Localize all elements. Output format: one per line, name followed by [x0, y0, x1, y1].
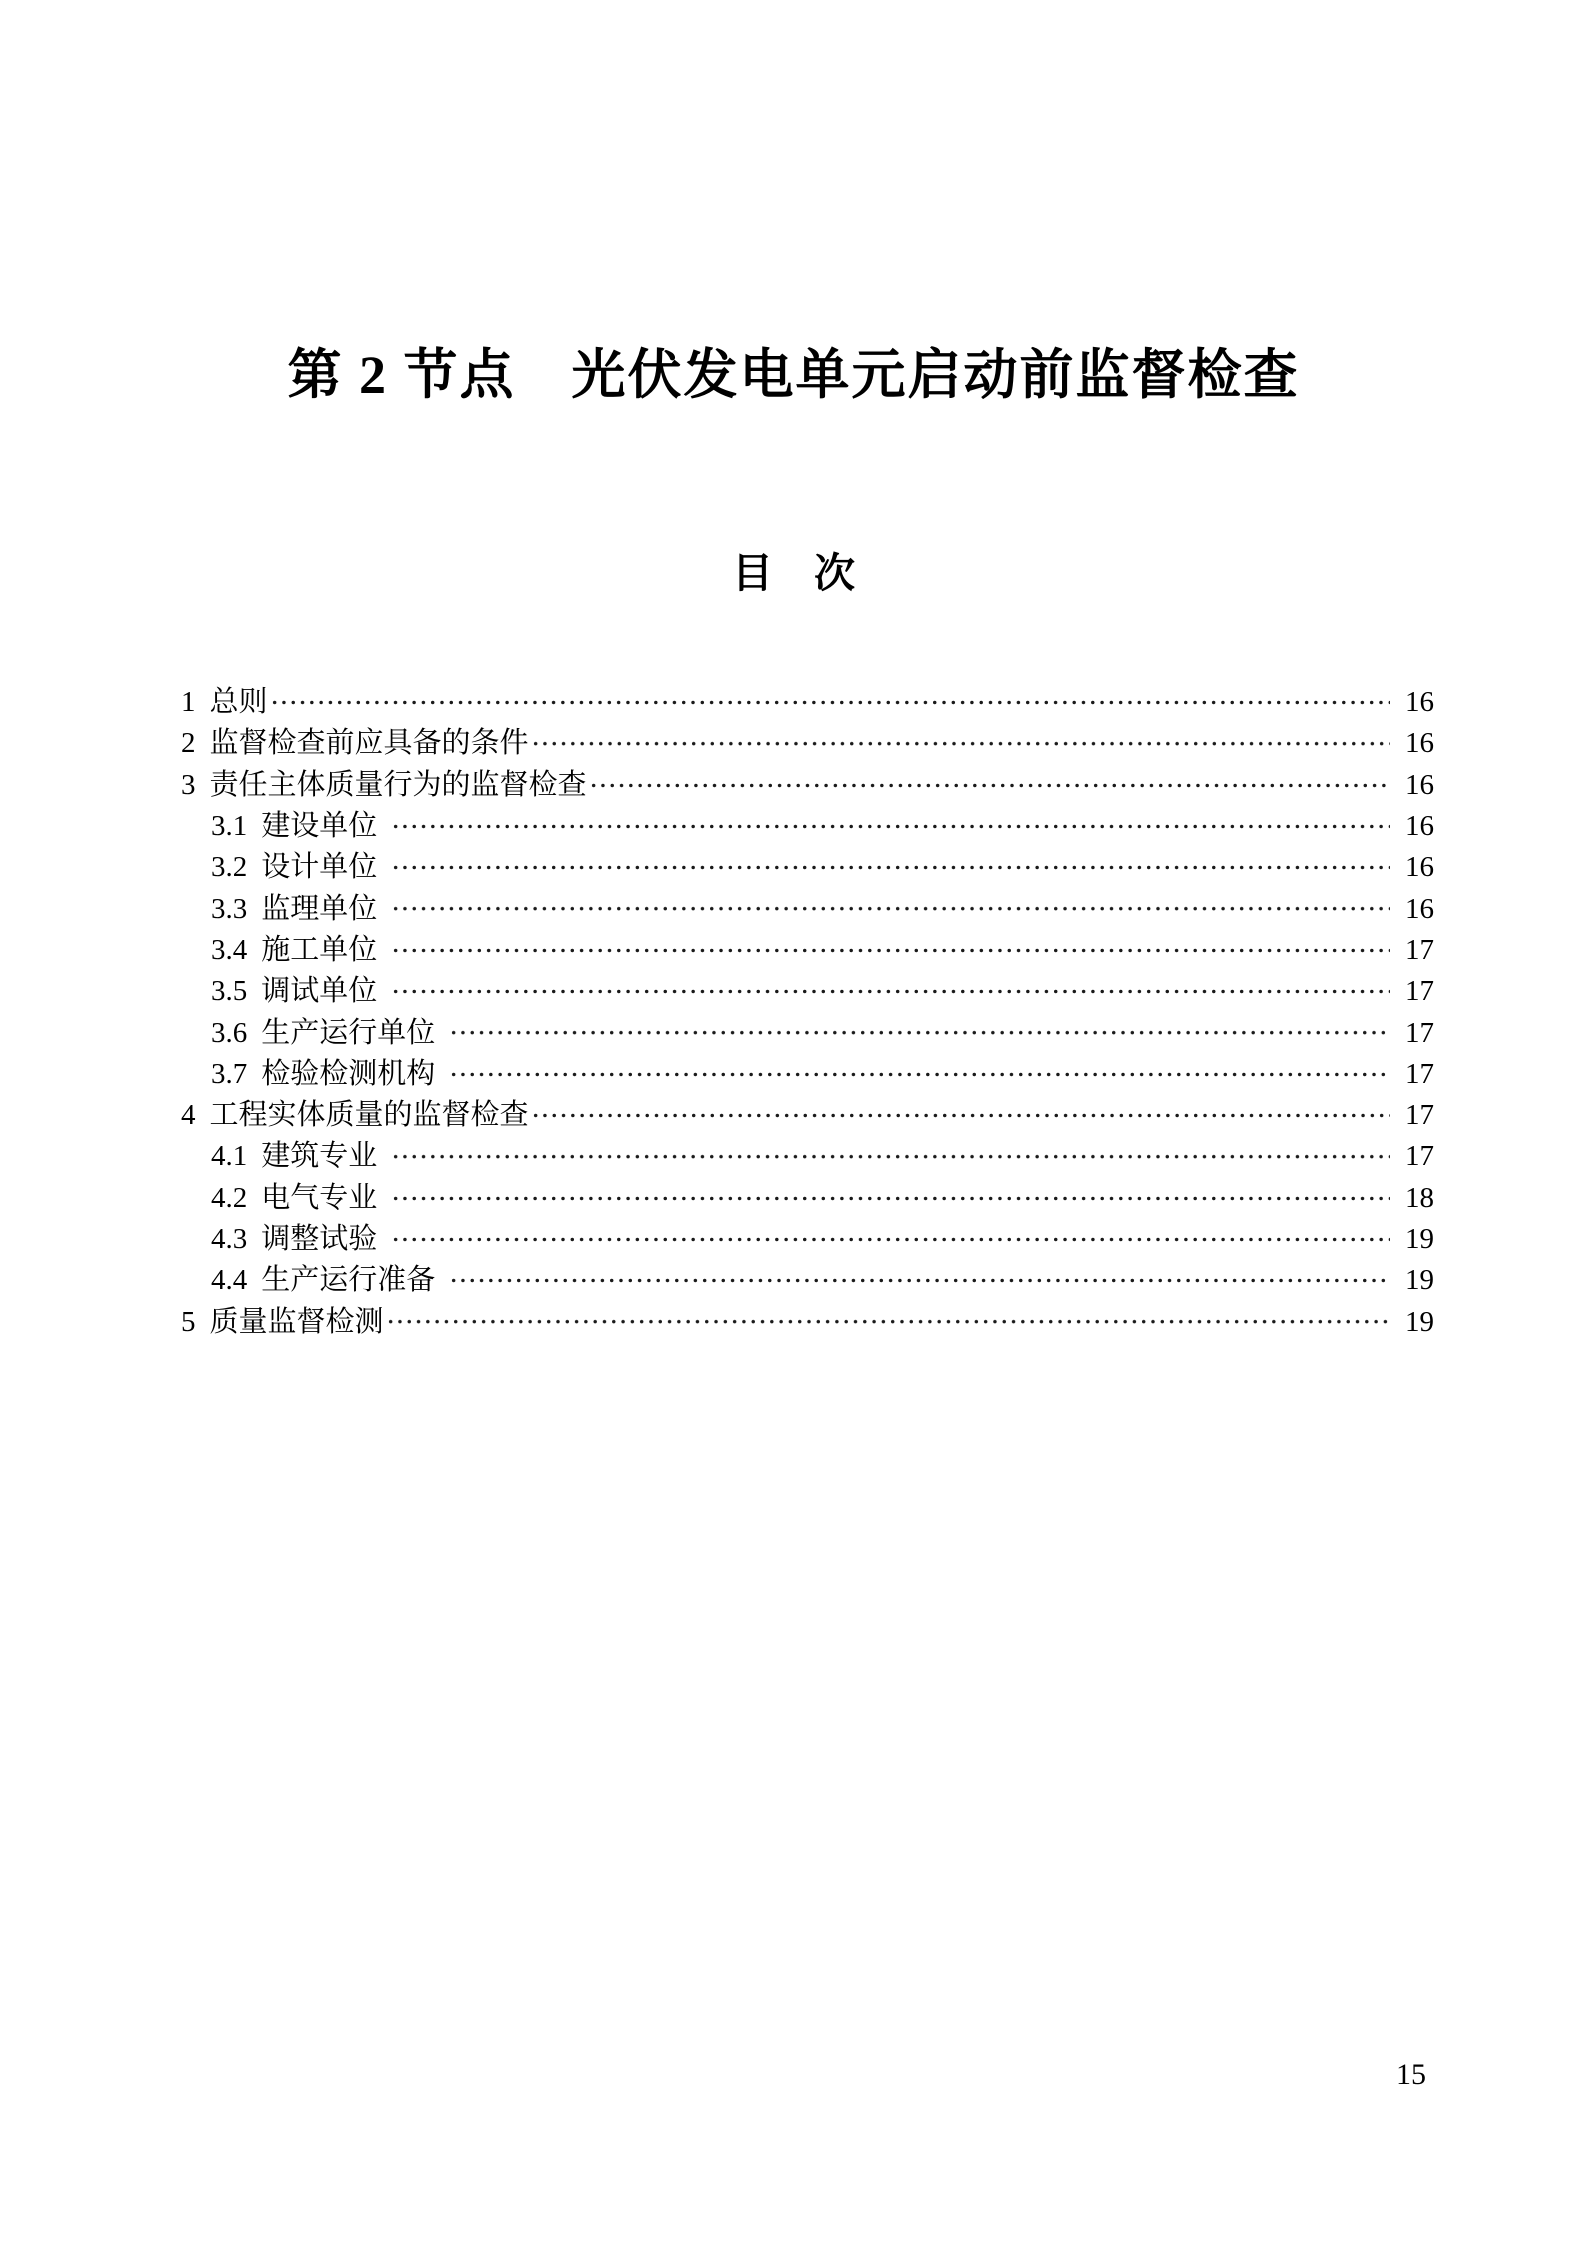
toc-list — [181, 682, 1434, 1343]
toc-entry-label: 建筑专业 — [261, 1140, 378, 1173]
toc-entry — [181, 806, 1434, 847]
toc-entry-number: 3 — [181, 768, 196, 801]
toc-entry-label: 责任主体质量行为的监督检查 — [209, 768, 587, 801]
toc-entry-label: 工程实体质量的监督检查 — [209, 1099, 529, 1132]
toc-entry-page: 19 — [1405, 1264, 1434, 1297]
toc-entry-page: 16 — [1405, 892, 1434, 925]
dot-leader — [386, 1301, 1390, 1342]
toc-entry-label: 建设单位 — [261, 810, 378, 843]
toc-entry-number: 2 — [181, 727, 196, 760]
dot-leader — [449, 1054, 1390, 1095]
dot-leader — [391, 1136, 1390, 1177]
toc-entry-label: 生产运行准备 — [261, 1264, 436, 1297]
dot-leader — [270, 682, 1390, 723]
toc-entry — [181, 888, 1434, 929]
toc-entry-page: 16 — [1405, 810, 1434, 843]
toc-entry — [181, 1054, 1434, 1095]
dot-leader — [589, 765, 1390, 806]
dot-leader — [391, 1178, 1390, 1219]
toc-entry-number: 3.6 — [211, 1016, 248, 1049]
document-title: 第 2 节点 光伏发电单元启动前监督检查 — [287, 345, 1300, 405]
toc-entry-label: 检验检测机构 — [261, 1057, 436, 1090]
dot-leader — [391, 888, 1390, 929]
toc-entry-label: 监督检查前应具备的条件 — [209, 727, 529, 760]
dot-leader — [391, 930, 1390, 971]
dot-leader — [531, 723, 1390, 764]
toc-entry-label: 总则 — [209, 686, 268, 719]
toc-entry-number: 3.2 — [211, 851, 248, 884]
toc-entry-label: 施工单位 — [261, 933, 378, 966]
toc-entry-number: 4.1 — [211, 1140, 248, 1173]
page-number: 15 — [1396, 2058, 1426, 2091]
toc-entry-number: 4.2 — [211, 1181, 248, 1214]
toc-entry-label: 设计单位 — [261, 851, 378, 884]
toc-entry — [181, 682, 1434, 723]
toc-entry-label: 电气专业 — [261, 1181, 378, 1214]
dot-leader — [449, 1012, 1390, 1053]
dot-leader — [391, 847, 1390, 888]
toc-entry — [181, 1219, 1434, 1260]
toc-entry — [181, 765, 1434, 806]
toc-entry-number: 4 — [181, 1099, 196, 1132]
toc-entry-page: 16 — [1405, 727, 1434, 760]
toc-entry-page: 17 — [1405, 1057, 1434, 1090]
toc-entry-number: 4.3 — [211, 1223, 248, 1255]
toc-entry-number: 3.4 — [211, 933, 248, 966]
toc-entry — [181, 1178, 1434, 1219]
toc-entry — [181, 971, 1434, 1012]
toc-entry-label: 监理单位 — [261, 892, 378, 925]
toc-entry-page: 18 — [1405, 1181, 1434, 1214]
toc-entry-number: 3.7 — [211, 1057, 248, 1090]
toc-entry-number: 5 — [181, 1305, 196, 1338]
toc-entry-page: 16 — [1405, 768, 1434, 801]
toc-entry — [181, 1136, 1434, 1177]
toc-entry — [181, 1012, 1434, 1053]
dot-leader — [449, 1260, 1390, 1301]
toc-entry-label: 调整试验 — [261, 1223, 378, 1255]
toc-entry-number: 3.1 — [211, 810, 248, 843]
toc-entry — [181, 847, 1434, 888]
toc-entry-page: 17 — [1405, 975, 1434, 1008]
toc-entry-number: 1 — [181, 686, 196, 719]
toc-entry-label: 调试单位 — [261, 975, 378, 1008]
toc-entry — [181, 1095, 1434, 1136]
toc-entry — [181, 1301, 1434, 1342]
toc-entry-number: 3.5 — [211, 975, 248, 1008]
dot-leader — [391, 806, 1390, 847]
toc-entry-page: 19 — [1405, 1223, 1434, 1255]
toc-entry-page: 17 — [1405, 1099, 1434, 1132]
toc-entry — [181, 930, 1434, 971]
toc-entry — [181, 723, 1434, 764]
toc-entry-number: 4.4 — [211, 1264, 248, 1297]
toc-entry-label: 生产运行单位 — [261, 1016, 436, 1049]
toc-entry-number: 3.3 — [211, 892, 248, 925]
toc-entry-page: 19 — [1405, 1305, 1434, 1338]
toc-title: 目 次 — [732, 550, 855, 596]
toc-entry — [181, 1260, 1434, 1301]
dot-leader — [391, 971, 1390, 1012]
toc-entry-page: 17 — [1405, 933, 1434, 966]
dot-leader — [531, 1095, 1390, 1136]
toc-entry-page: 16 — [1405, 851, 1434, 884]
dot-leader — [391, 1219, 1390, 1260]
toc-entry-page: 16 — [1405, 686, 1434, 719]
toc-entry-page: 17 — [1405, 1140, 1434, 1173]
toc-entry-page: 17 — [1405, 1016, 1434, 1049]
toc-entry-label: 质量监督检测 — [209, 1305, 384, 1338]
